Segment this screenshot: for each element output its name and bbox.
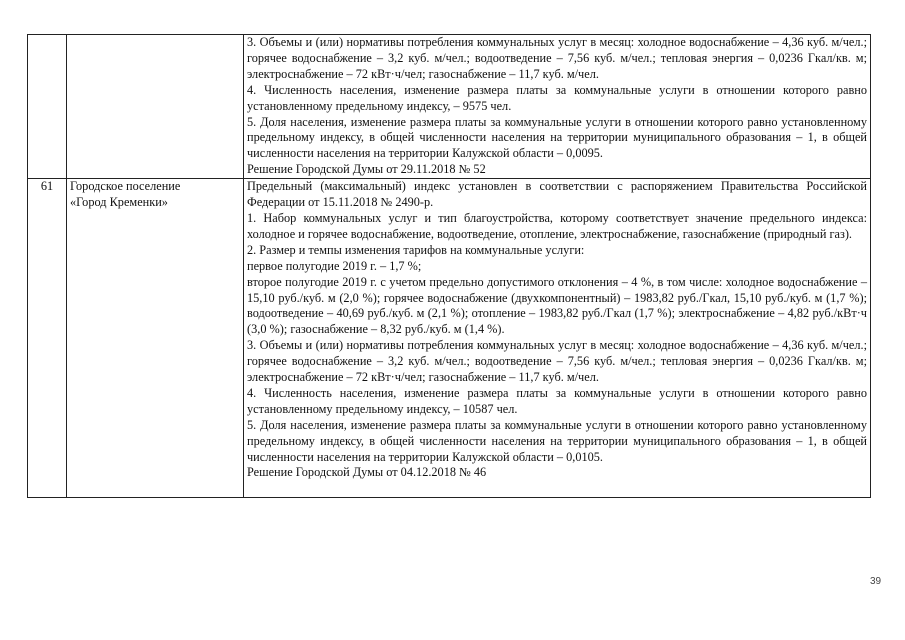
page-number: 39 [870, 576, 882, 587]
paragraph: 2. Размер и темпы изменения тарифов на коммунальные услуги: [247, 242, 585, 257]
decision-reference: Решение Городской Думы от 29.11.2018 № 52 [247, 162, 486, 177]
paragraph: 3. Объемы и (или) нормативы потребления коммунальных услуг в месяц: холодное водоснабжение – 4,36 куб. м/чел.; горячее водоснабжение – 3,2 куб. м/чел.; водоотведение – 7,56 куб. м/чел.; тепловая энергия – 0,0236 Гкал/кв. м; электроснабжение – 72 кВт·ч/чел; газоснабжение – 11,7 куб. м/чел. [247, 35, 867, 81]
municipality-name-line: «Город Кременки» [70, 195, 168, 210]
municipality-cell [67, 179, 244, 498]
row-number-cell: 61 [28, 179, 67, 498]
description-cell [244, 35, 871, 179]
paragraph: 4. Численность населения, изменение размера платы за коммунальные услуги в отношении которого равно установленному предельному индексу, – 10587 чел. [247, 385, 867, 416]
municipality-name-line: Городское поселение [70, 179, 181, 194]
table-row-continuation [28, 35, 871, 179]
row-number-cell [28, 35, 67, 179]
decision-reference: Решение Городской Думы от 04.12.2018 № 46 [247, 465, 487, 480]
paragraph: Предельный (максимальный) индекс установлен в соответствии с распоряжением Правительства Российской Федерации от 15.11.2018 № 2490-р. [247, 179, 867, 210]
table-row-61 [28, 179, 871, 498]
paragraph: 4. Численность населения, изменение размера платы за коммунальные услуги в отношении которого равно установленному предельному индексу, – 9575 чел. [247, 82, 867, 113]
paragraph: первое полугодие 2019 г. – 1,7 %; [247, 258, 422, 273]
municipality-cell [67, 35, 244, 179]
document-table [27, 34, 871, 498]
paragraph: 3. Объемы и (или) нормативы потребления коммунальных услуг в месяц: холодное водоснабжение – 4,36 куб. м/чел.; горячее водоснабжение – 3,2 куб. м/чел.; водоотведение – 7,56 куб. м/чел.; тепловая энергия – 0,0236 Гкал/кв. м; электроснабжение – 72 кВт·ч/чел; газоснабжение – 11,7 куб. м/чел. [247, 338, 867, 385]
paragraph: второе полугодие 2019 г. с учетом предельно допустимого отклонения – 4 %, в том числе: холодное водоснабжение – 15,10 руб./куб. м (2,0 %); горячее водоснабжение (двухкомпонентный) – 1983,82 руб./Гкал, 15,10 руб./куб. м (1,7 %); водоотведение – 40,69 руб./куб. м (2,1 %); отопление – 1983,82 руб./Гкал (1,7 %); электроснабжение – 4,82 руб./кВт·ч (3,0 %); газоснабжение – 8,32 руб./куб. м (1,4 %). [247, 274, 867, 337]
paragraph: 5. Доля населения, изменение размера платы за коммунальные услуги в отношении которого равно установленному предельному индексу, в общей численности населения на территории муниципального образования – 1, в общей численности населения на территории Калужской области – 0,0095. [247, 114, 867, 161]
paragraph: 1. Набор коммунальных услуг и тип благоустройства, которому соответствует значение предельного индекса: холодное и горячее водоснабжение, водоотведение, отопление, электроснабжение, газоснабжение (природный газ). [247, 210, 867, 241]
paragraph: 5. Доля населения, изменение размера платы за коммунальные услуги в отношении которого равно установленному предельному индексу, в общей численности населения на территории муниципального образования – 1, в общей численности населения на территории Калужской области – 0,0105. [247, 417, 867, 464]
description-cell [244, 179, 871, 498]
